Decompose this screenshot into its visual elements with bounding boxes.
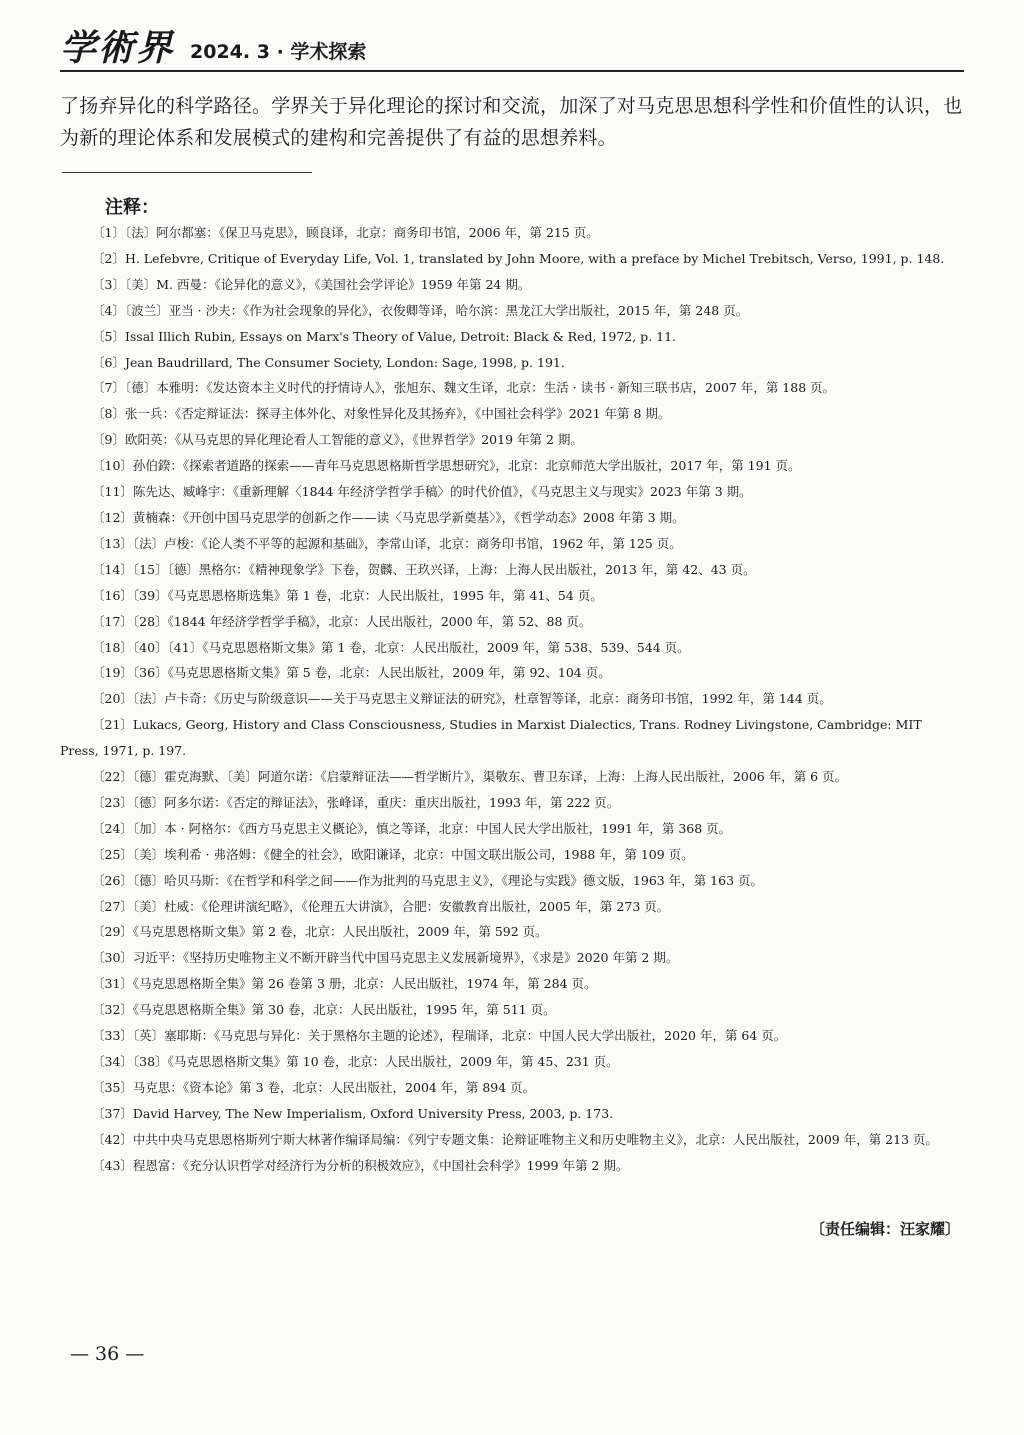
- page-number: — 36 —: [70, 1343, 145, 1365]
- footnote-item: 〔17〕〔28〕《1844 年经济学哲学手稿》，北京：人民出版社，2000 年，第 52、88 页。: [92, 613, 592, 629]
- footnote-item: 〔33〕〔英〕塞耶斯：《马克思与异化：关于黑格尔主题的论述》，程瑞译，北京：中国人民大学出版社，2020 年，第 64 页。: [92, 1028, 787, 1044]
- footnote-item: 〔29〕《马克思恩格斯文集》第 2 卷，北京：人民出版社，2009 年，第 592 页。: [92, 924, 548, 940]
- journal-logo: 学術界: [60, 27, 175, 69]
- notes-divider: [62, 172, 312, 173]
- issue-info: 2024. 3 · 学术探索: [190, 41, 367, 63]
- footnote-item: 〔34〕〔38〕《马克思恩格斯文集》第 10 卷，北京：人民出版社，2009 年，第 45、231 页。: [92, 1054, 619, 1069]
- page-header: [60, 22, 964, 72]
- footnote-item: 〔23〕〔德〕阿多尔诺：《否定的辩证法》，张峰译，重庆：重庆出版社，1993 年，第 222 页。: [92, 794, 620, 810]
- footnote-item: 〔19〕〔36〕《马克思恩格斯文集》第 5 卷，北京：人民出版社，2009 年，第 92、104 页。: [92, 665, 611, 681]
- notes-heading: 注释：: [105, 197, 159, 218]
- footnote-item: 〔8〕张一兵：《否定辩证法：探寻主体外化、对象性异化及其扬弃》，《中国社会科学》2021 年第 8 期。: [92, 406, 671, 422]
- footnote-item: 〔31〕《马克思恩格斯全集》第 26 卷第 3 册，北京：人民出版社，1974 年，第 284 页。: [92, 976, 597, 992]
- footnote-item: 〔25〕〔美〕埃利希 · 弗洛姆：《健全的社会》，欧阳谦译，北京：中国文联出版公司，1988 年，第 109 页。: [92, 846, 694, 862]
- footnote-item: 〔21〕Lukacs, Georg, History and Class Consciousness, Studies in Marxist Dialectics, Trans. Rodney Livingstone, Cambridge: MIT Press, 1971, p. 197.: [60, 717, 922, 759]
- footnote-item: 〔30〕习近平：《坚持历史唯物主义不断开辟当代中国马克思主义发展新境界》，《求是》2020 年第 2 期。: [92, 950, 679, 966]
- footnote-item: 〔5〕Issal Illich Rubin, Essays on Marx's Theory of Value, Detroit: Black & Red, 1972, p. 11.: [92, 328, 677, 344]
- footnote-item: 〔4〕〔波兰〕亚当 · 沙夫：《作为社会现象的异化》，衣俊卿等译，哈尔滨：黑龙江大学出版社，2015 年，第 248 页。: [92, 302, 749, 318]
- footnote-item: 〔14〕〔15〕〔德〕黑格尔：《精神现象学》下卷，贺麟、王玖兴译，上海：上海人民出版社，2013 年，第 42、43 页。: [92, 561, 756, 577]
- footnote-item: 〔32〕《马克思恩格斯全集》第 30 卷，北京：人民出版社，1995 年，第 511 页。: [92, 1002, 556, 1018]
- footnote-item: 〔1〕〔法〕阿尔都塞：《保卫马克思》，顾良译，北京：商务印书馆，2006 年，第 215 页。: [92, 225, 599, 240]
- footnote-item: 〔10〕孙伯鍨：《探索者道路的探索——青年马克思恩格斯哲学思想研究》，北京：北京师范大学出版社，2017 年，第 191 页。: [92, 458, 801, 474]
- footnote-item: 〔35〕马克思：《资本论》第 3 卷，北京：人民出版社，2004 年，第 894 页。: [92, 1079, 536, 1095]
- footnote-item: 〔6〕Jean Baudrillard, The Consumer Society, London: Sage, 1998, p. 191.: [92, 354, 565, 370]
- footnote-item: 〔16〕〔39〕《马克思恩格斯选集》第 1 卷，北京：人民出版社，1995 年，第 41、54 页。: [92, 587, 603, 603]
- footnote-item: 〔20〕〔法〕卢卡奇：《历史与阶级意识——关于马克思主义辩证法的研究》，杜章智等译，北京：商务印书馆，1992 年，第 144 页。: [92, 691, 832, 707]
- footnote-item: 〔11〕陈先达、臧峰宇：《重新理解〈1844 年经济学哲学手稿〉的时代价值》，《马克思主义与现实》2023 年第 3 期。: [92, 484, 752, 500]
- footnote-item: 〔37〕David Harvey, The New Imperialism, Oxford University Press, 2003, p. 173.: [92, 1105, 614, 1121]
- body-paragraph: 了扬弃异化的科学路径。学界关于异化理论的探讨和交流，加深了对马克思思想科学性和价值性的认识，也为新的理论体系和发展模式的建构和完善提供了有益的思想养料。: [60, 95, 963, 149]
- footnote-item: 〔42〕中共中央马克思恩格斯列宁斯大林著作编译局编：《列宁专题文集：论辩证唯物主义和历史唯物主义》，北京：人民出版社，2009 年，第 213 页。: [92, 1131, 938, 1147]
- notes-list: [60, 220, 964, 1179]
- footnote-item: 〔13〕〔法〕卢梭：《论人类不平等的起源和基础》，李常山译，北京：商务印书馆，1962 年，第 125 页。: [92, 535, 682, 551]
- footnote-item: 〔24〕〔加〕本 · 阿格尔：《西方马克思主义概论》，慎之等译，北京：中国人民大学出版社，1991 年，第 368 页。: [92, 820, 732, 836]
- footnote-item: 〔27〕〔美〕杜威：《伦理讲演纪略》，《伦理五大讲演》，合肥：安徽教育出版社，2005 年，第 273 页。: [92, 898, 670, 914]
- footnote-item: 〔7〕〔德〕本雅明：《发达资本主义时代的抒情诗人》，张旭东、魏文生译，北京：生活 · 读书 · 新知三联书店，2007 年，第 188 页。: [92, 380, 836, 396]
- footnote-item: 〔12〕黄楠森：《开创中国马克思学的创新之作——读〈马克思学新奠基〉》，《哲学动态》2008 年第 3 期。: [92, 509, 685, 525]
- footnote-item: 〔2〕H. Lefebvre, Critique of Everyday Life, Vol. 1, translated by John Moore, with a preface by Michel Trebitsch, Verso, 1991, p. 148.: [92, 250, 945, 266]
- footnote-item: 〔22〕〔德〕霍克海默、〔美〕阿道尔诺：《启蒙辩证法——哲学断片》，渠敬东、曹卫东译，上海：上海人民出版社，2006 年，第 6 页。: [92, 769, 848, 785]
- footnote-item: 〔26〕〔德〕哈贝马斯：《在哲学和科学之间——作为批判的马克思主义》，《理论与实践》德文版，1963 年，第 163 页。: [92, 872, 763, 888]
- footnote-item: 〔18〕〔40〕〔41〕《马克思恩格斯文集》第 1 卷，北京：人民出版社，2009 年，第 538、539、544 页。: [92, 639, 690, 655]
- footnote-item: 〔9〕欧阳英：《从马克思的异化理论看人工智能的意义》，《世界哲学》2019 年第 2 期。: [92, 432, 583, 448]
- footnote-item: 〔3〕〔美〕M. 西曼：《论异化的意义》，《美国社会学评论》1959 年第 24 期。: [92, 276, 531, 292]
- responsible-editor: 〔责任编辑：汪家耀〕: [809, 1220, 960, 1238]
- footnote-item: 〔43〕程恩富：《充分认识哲学对经济行为分析的积极效应》，《中国社会科学》1999 年第 2 期。: [92, 1157, 629, 1173]
